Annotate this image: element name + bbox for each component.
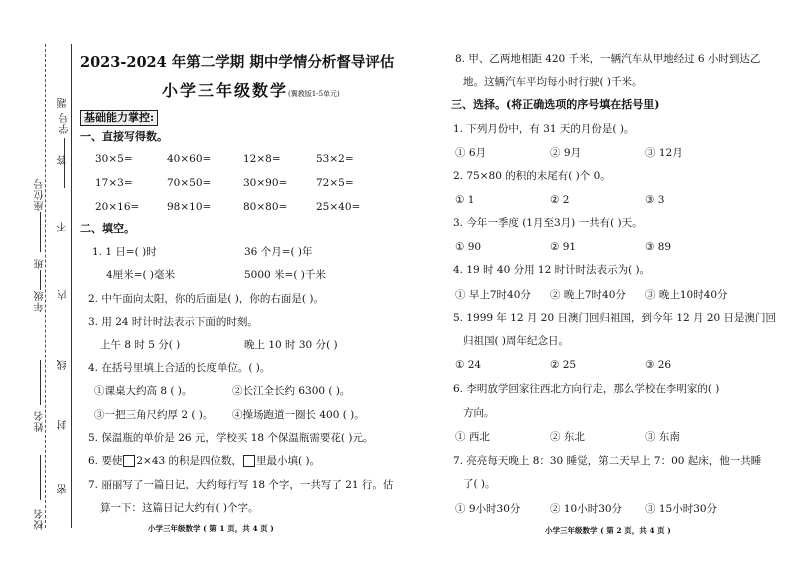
page-two	[445, 0, 785, 561]
fill-question-6-text: 里最小填( )。	[256, 455, 321, 467]
choice-option[interactable]: ③ 东南	[645, 431, 680, 443]
calc-item: 98×10=	[167, 201, 212, 213]
choice-option[interactable]: ① 早上7时40分	[455, 289, 531, 301]
seal-char: 封	[58, 420, 69, 430]
grade-field[interactable]	[40, 270, 41, 290]
seal-char: 题	[58, 98, 69, 108]
seal-char: 密	[58, 484, 69, 494]
choice-option[interactable]: ② 25	[550, 359, 577, 371]
seal-char: 内	[58, 290, 69, 300]
calc-item: 17×3=	[95, 177, 133, 189]
grade-label: 年级	[35, 290, 46, 312]
choice-option[interactable]: ② 91	[550, 241, 577, 253]
seal-char: 答	[58, 155, 69, 165]
choice-question-7: 7. 亮亮每天晚上 8：30 睡觉，第二天早上 7：00 起床，他一共睡	[453, 455, 762, 467]
fill-question-8b: 地。这辆汽车平均每小时行驶( )千米。	[463, 76, 643, 88]
student-number-label: 学号	[60, 112, 71, 134]
fill-question-5: 5. 保温瓶的单价是 26 元，学校买 18 个保温瓶需要花( )元。	[88, 432, 374, 444]
fill-question-2: 2. 中午面向太阳，你的后面是( )，你的右面是( )。	[88, 293, 324, 305]
choice-option[interactable]: ① 6月	[455, 147, 487, 159]
page-footer: 小学三年级数学 ( 第 1 页，共 4 页 )	[148, 524, 274, 533]
fill-question-1c: 4厘米=( )毫米	[106, 269, 176, 281]
calc-item: 53×2=	[316, 153, 354, 165]
choice-question-6b: 方向。	[463, 407, 495, 419]
fill-question-1b: 36 个月=( )年	[244, 246, 313, 258]
calc-item: 25×40=	[316, 201, 361, 213]
fill-question-3: 3. 用 24 时计时法表示下面的时刻。	[88, 316, 258, 328]
calc-item: 70×50=	[167, 177, 212, 189]
calc-item: 20×16=	[95, 201, 140, 213]
fill-question-6-text: 2×43 的积是四位数，	[136, 455, 243, 467]
choice-option[interactable]: ② 晚上7时40分	[550, 289, 626, 301]
calc-item: 30×90=	[243, 177, 288, 189]
choice-option[interactable]: ① 24	[455, 359, 482, 371]
exam-subtitle-group	[162, 81, 340, 101]
choice-question-1: 1. 下列月份中，有 31 天的月份是( )。	[453, 123, 635, 135]
choice-option[interactable]: ① 西北	[455, 431, 490, 443]
fill-question-8: 8. 甲、乙两地相距 420 千米，一辆汽车从甲地经过 6 小时到达乙	[455, 53, 761, 65]
choice-option[interactable]: ① 1	[455, 194, 475, 206]
fill-question-3a: 上午 8 时 5 分( )	[100, 339, 181, 351]
page-one	[78, 0, 398, 561]
section-1-heading: 一、直接写得数。	[80, 130, 168, 143]
seal-char: 线	[58, 360, 69, 370]
choice-option[interactable]: ③ 3	[645, 194, 665, 206]
exam-subtitle: 小学三年级数学	[162, 81, 289, 100]
calc-item: 30×5=	[95, 153, 133, 165]
school-name-label: 校名	[35, 508, 46, 530]
digit-box[interactable]	[243, 455, 255, 467]
calc-item: 72×5=	[316, 177, 354, 189]
choice-option[interactable]: ② 东北	[550, 431, 585, 443]
section-3-heading: 三、选择。(将正确选项的序号填在括号里)	[451, 98, 660, 111]
choice-option[interactable]: ① 9小时30分	[455, 503, 521, 515]
choice-question-5b: 归祖国( )周年纪念日。	[463, 335, 570, 347]
fill-question-4b: ②长江全长约 6300 ( )。	[232, 385, 351, 397]
fill-question-7: 7. 丽丽写了一篇日记，大约每行写 18 个字，一共写了 21 行。估	[88, 479, 394, 491]
choice-option[interactable]: ② 9月	[550, 147, 582, 159]
fill-question-4: 4. 在括号里填上合适的长度单位。( )。	[88, 362, 271, 374]
choice-option[interactable]: ③ 晚上10时40分	[645, 289, 728, 301]
section-2-heading: 二、填空。	[80, 222, 135, 235]
fill-question-7b: 算一下：这篇日记大约有( )个字。	[100, 502, 259, 514]
choice-question-6: 6. 李明放学回家往西北方向行走，那么学校在李明家的( )	[453, 383, 720, 395]
choice-question-2: 2. 75×80 的积的末尾有( )个 0。	[453, 170, 611, 182]
seat-number-label: 座位号	[35, 178, 46, 211]
choice-option[interactable]: ② 2	[550, 194, 570, 206]
fill-question-6-text: 6. 要使	[88, 455, 123, 467]
calc-item: 12×8=	[243, 153, 281, 165]
digit-box[interactable]	[123, 455, 135, 467]
choice-option[interactable]: ③ 89	[645, 241, 672, 253]
choice-option[interactable]: ③ 12月	[645, 147, 683, 159]
choice-question-4: 4. 19 时 40 分用 12 时计时法表示为( )。	[453, 264, 651, 276]
seal-line	[45, 44, 46, 528]
fill-question-4d: ④操场跑道一圈长 400 ( )。	[232, 409, 365, 421]
school-name-field[interactable]	[40, 455, 41, 500]
fill-question-6	[88, 454, 320, 468]
choice-option[interactable]: ② 10小时30分	[550, 503, 623, 515]
name-label: 姓名	[35, 410, 46, 432]
calc-item: 40×60=	[167, 153, 212, 165]
class-label: 班	[35, 258, 46, 269]
choice-option[interactable]: ① 90	[455, 241, 482, 253]
section-box-heading: 基础能力掌控:	[80, 110, 158, 126]
calc-item: 80×80=	[243, 201, 288, 213]
page-footer: 小学三年级数学 ( 第 2 页，共 4 页 )	[545, 526, 671, 535]
fill-question-3b: 晚上 10 时 30 分( )	[244, 339, 338, 351]
exam-title: 2023-2024 年第二学期 期中学情分析督导评估	[80, 54, 395, 71]
fill-question-1a: 1. 1 日=( )时	[92, 246, 157, 258]
choice-option[interactable]: ③ 26	[645, 359, 672, 371]
choice-question-5: 5. 1999 年 12 月 20 日澳门回归祖国，到今年 12 月 20 日是澳门回	[453, 312, 777, 324]
exam-subtitle-note: (冀教版1-5单元)	[288, 90, 340, 98]
fill-question-4c: ③一把三角尺约厚 2 ( )。	[94, 409, 214, 421]
choice-question-7b: 了( )。	[463, 478, 496, 490]
choice-option[interactable]: ③ 15小时30分	[645, 503, 718, 515]
seal-char: 不	[58, 222, 69, 232]
seat-number-field[interactable]	[40, 212, 41, 252]
binding-margin	[0, 0, 78, 561]
choice-question-3: 3. 今年一季度 (1月至3月) 一共有( )天。	[453, 217, 643, 229]
fill-question-4a: ①课桌大约高 8 ( )。	[94, 385, 193, 397]
fill-question-1d: 5000 米=( )千米	[244, 269, 326, 281]
name-field[interactable]	[40, 360, 41, 405]
